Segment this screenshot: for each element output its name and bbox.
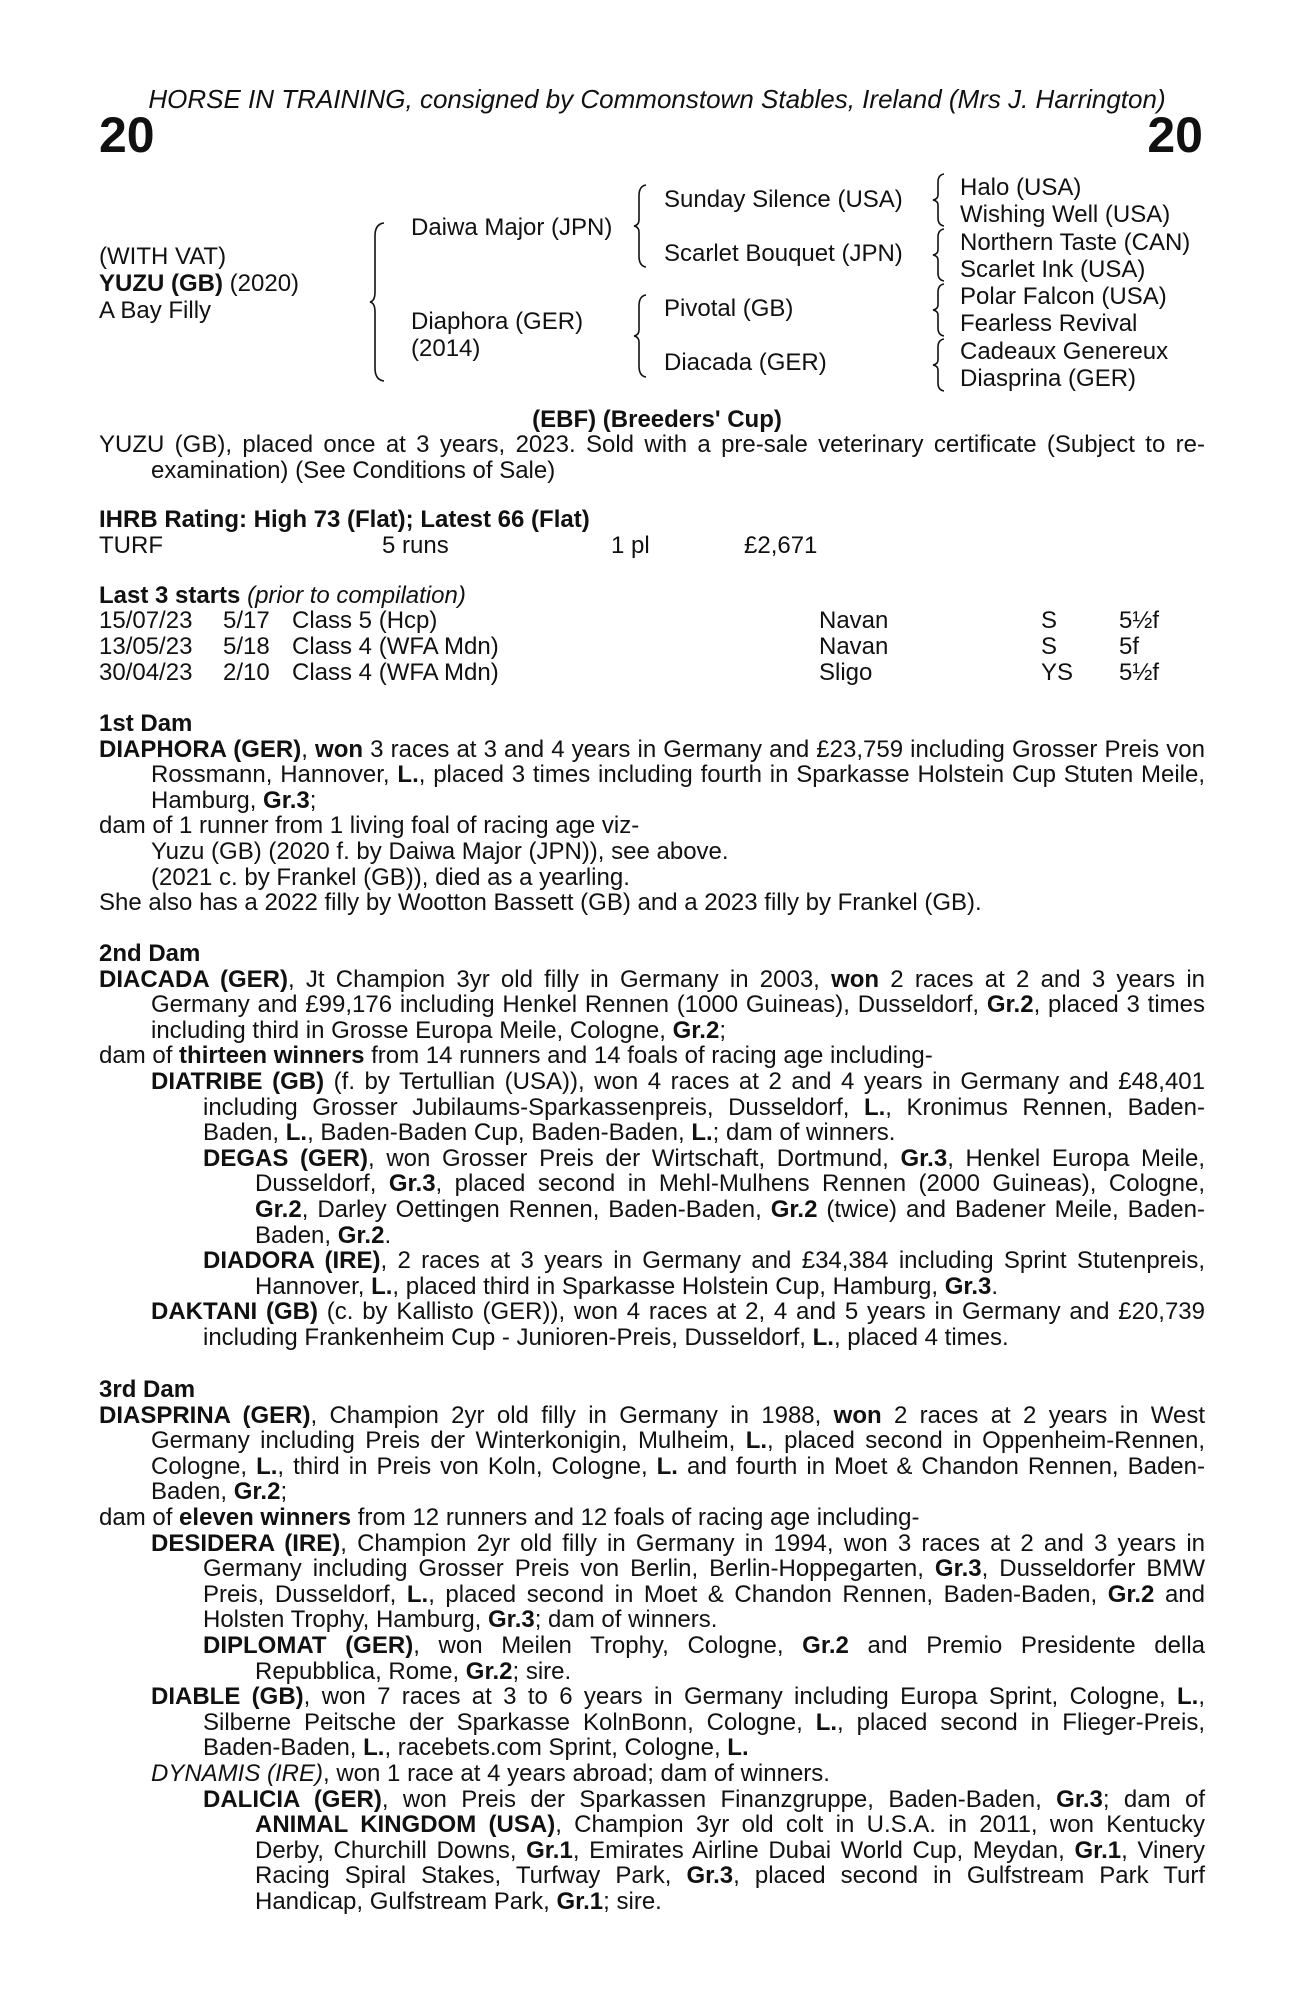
horse-year: (2020) bbox=[229, 270, 300, 297]
pedigree-sire: Daiwa Major (JPN) bbox=[411, 214, 613, 241]
intro-paragraph bbox=[99, 432, 1205, 483]
produce-item-diatribe bbox=[151, 1069, 1205, 1146]
grade-1: Gr.1 bbox=[1074, 1836, 1122, 1864]
produce-item: Yuzu (GB) (2020 f. by Daiwa Major (JPN)), see above. bbox=[151, 837, 729, 865]
pedigree-gen3-1: Halo (USA) bbox=[960, 174, 1082, 201]
pedigree-gen3-8: Diasprina (GER) bbox=[960, 365, 1137, 392]
pedigree-gen3-5: Polar Falcon (USA) bbox=[960, 283, 1167, 310]
start-date: 15/07/23 bbox=[99, 607, 193, 634]
rating-runs: 5 runs bbox=[382, 532, 449, 559]
record-text: , Emirates Airline Dubai World Cup, Meydan, bbox=[572, 1836, 1075, 1864]
intro-text: YUZU (GB), placed once at 3 years, 2023. Sold with a pre-sale veterinary certificate (Subject to re-examination) (See Conditions of Sale) bbox=[99, 431, 1205, 484]
start-position: 5/17 bbox=[223, 607, 270, 634]
pedigree-bracket-g2 bbox=[932, 228, 946, 282]
grade-2: Gr.2 bbox=[465, 1657, 513, 1685]
second-dam-section bbox=[99, 941, 1205, 1351]
start-distance: 5½f bbox=[1119, 607, 1160, 634]
record-text: , placed second in Flieger-Preis, Baden-Baden, bbox=[203, 1708, 1205, 1762]
dam-name: DIAPHORA (GER) bbox=[99, 735, 302, 763]
pedigree-bracket-g1 bbox=[932, 173, 946, 227]
first-dam-section bbox=[99, 711, 1205, 916]
record-text: , won Meilen Trophy, Cologne, bbox=[413, 1631, 803, 1659]
record-text: dam of bbox=[99, 1503, 180, 1531]
produce-name: DYNAMIS (IRE) bbox=[151, 1759, 324, 1787]
rating-earnings: £2,671 bbox=[744, 532, 818, 559]
grade-listed: L. bbox=[691, 1119, 713, 1147]
start-race: Class 5 (Hcp) bbox=[292, 607, 438, 634]
produce-item-dalicia bbox=[203, 1787, 1205, 1915]
dam-name: DIACADA (GER) bbox=[99, 965, 288, 993]
first-dam-produce-intro: dam of 1 runner from 1 living foal of racing age viz- bbox=[99, 812, 640, 840]
won-label: won bbox=[833, 1401, 882, 1429]
grade-listed: L. bbox=[812, 1323, 834, 1351]
grade-listed: L. bbox=[371, 1272, 393, 1300]
record-text: , won 1 race at 4 years abroad; dam of winners. bbox=[323, 1759, 830, 1787]
pedigree-dam-sire: Pivotal (GB) bbox=[664, 295, 794, 322]
pedigree-gen3-7: Cadeaux Genereux bbox=[960, 338, 1169, 365]
record-text: . bbox=[991, 1272, 999, 1300]
starts-title: Last 3 starts bbox=[99, 582, 241, 609]
winners-count: thirteen winners bbox=[179, 1042, 365, 1070]
grade-2: Gr.2 bbox=[802, 1631, 849, 1659]
record-text: , placed 3 times including third in Grosse Europa Meile, Cologne, bbox=[151, 991, 1205, 1044]
record-text: 2 races at 2 years in West Germany including Preis der Winterkonigin, Mulheim, bbox=[151, 1401, 1206, 1455]
starts-subtitle: (prior to compilation) bbox=[247, 582, 466, 609]
grade-2: Gr.2 bbox=[986, 991, 1034, 1019]
record-text: from 14 runners and 14 foals of racing age including- bbox=[364, 1042, 933, 1070]
record-text: , Henkel Europa Meile, Dusseldorf, bbox=[255, 1144, 1205, 1198]
produce-name: DIATRIBE (GB) bbox=[151, 1067, 325, 1095]
produce-name: DIPLOMAT (GER) bbox=[203, 1631, 414, 1659]
grade-3: Gr.3 bbox=[388, 1170, 436, 1198]
first-dam-record: DIAPHORA (GER), won 3 races at 3 and 4 years in Germany and £23,759 including Grosser Preis von Rossmann, Hannover, L., placed 3 times including fourth in Sparkasse Holstein Cup Stuten Meile, Hamburg, Gr.3; bbox=[99, 735, 1205, 814]
record-text: , placed second in Oppenheim-Rennen, Cologne, bbox=[151, 1427, 1205, 1480]
record-text: , placed second in Gulfstream Park Turf Handicap, Gulfstream Park, bbox=[255, 1862, 1205, 1915]
produce-name: DIABLE (GB) bbox=[151, 1683, 304, 1711]
produce-item-daktani bbox=[151, 1299, 1205, 1350]
record-text: , placed 4 times. bbox=[833, 1323, 1009, 1351]
record-text: dam of bbox=[99, 1042, 180, 1070]
produce-item-dynamis bbox=[151, 1761, 1205, 1787]
start-race: Class 4 (WFA Mdn) bbox=[292, 659, 499, 686]
record-text: , Vinery Racing Spiral Stakes, Turfway Park, bbox=[255, 1836, 1206, 1890]
grade-listed: L. bbox=[285, 1119, 308, 1147]
record-text: ; bbox=[719, 1016, 726, 1044]
grade-1: Gr.1 bbox=[526, 1836, 573, 1864]
record-text: . bbox=[384, 1221, 392, 1249]
grade-listed: L. bbox=[656, 1452, 678, 1480]
produce-name: DAKTANI (GB) bbox=[151, 1298, 318, 1326]
second-dam-produce-intro bbox=[99, 1043, 1205, 1069]
record-text: ; sire. bbox=[603, 1887, 662, 1915]
won-label: won bbox=[831, 965, 880, 993]
record-text: , Champion 2yr old filly in Germany in 1988, bbox=[310, 1401, 834, 1429]
lot-number-right: 20 bbox=[1147, 107, 1203, 163]
start-course: Sligo bbox=[819, 659, 873, 686]
start-position: 2/10 bbox=[223, 659, 270, 686]
record-text: , placed 3 times including fourth in Sparkasse Holstein Cup Stuten Meile, Hamburg, bbox=[151, 761, 1205, 814]
grade-2: Gr.2 bbox=[770, 1195, 818, 1223]
lot-number-left: 20 bbox=[99, 107, 155, 163]
pedigree-gen3-2: Wishing Well (USA) bbox=[960, 201, 1171, 228]
second-dam-title: 2nd Dam bbox=[99, 940, 201, 967]
pedigree-dam-year: (2014) bbox=[411, 335, 481, 362]
third-dam-title: 3rd Dam bbox=[99, 1376, 196, 1403]
rating-places: 1 pl bbox=[611, 532, 650, 559]
record-text: and fourth in Moet & Chandon Rennen, Baden-Baden, bbox=[151, 1452, 1205, 1506]
grade-3: Gr.3 bbox=[488, 1606, 535, 1634]
record-text: , racebets.com Sprint, Cologne, bbox=[384, 1734, 728, 1762]
record-text: , Baden-Baden Cup, Baden-Baden, bbox=[307, 1119, 692, 1147]
start-position: 5/18 bbox=[223, 633, 270, 660]
record-text: , won Grosser Preis der Wirtschaft, Dortmund, bbox=[368, 1144, 901, 1172]
record-text: , Jt Champion 3yr old filly in Germany in 2003, bbox=[287, 965, 832, 993]
start-going: S bbox=[1041, 633, 1058, 660]
grade-3: Gr.3 bbox=[686, 1862, 734, 1890]
first-dam-title: 1st Dam bbox=[99, 710, 193, 737]
pedigree-sire-sire: Sunday Silence (USA) bbox=[664, 186, 903, 213]
produce-item: (2021 c. by Frankel (GB)), died as a yearling. bbox=[151, 863, 630, 891]
third-dam-record bbox=[99, 1403, 1205, 1505]
horse-description: A Bay Filly bbox=[99, 297, 212, 324]
grade-3: Gr.3 bbox=[934, 1555, 982, 1583]
pedigree-gen3-4: Scarlet Ink (USA) bbox=[960, 256, 1146, 283]
record-text: 3 races at 3 and 4 years in Germany and £23,759 including Grosser Preis von Rossmann, Hannover, bbox=[151, 735, 1205, 789]
second-dam-record bbox=[99, 967, 1205, 1044]
horse-name: YUZU (GB) bbox=[99, 270, 223, 297]
start-course: Navan bbox=[819, 607, 889, 634]
record-text: ; bbox=[280, 1478, 288, 1506]
grade-3: Gr.3 bbox=[1056, 1785, 1103, 1813]
produce-name: DESIDERA (IRE) bbox=[151, 1529, 341, 1557]
pedigree-bracket-g4 bbox=[932, 338, 946, 392]
produce-name: ANIMAL KINGDOM (USA) bbox=[255, 1811, 556, 1839]
record-text: ; bbox=[309, 786, 317, 814]
record-text: , placed second in Moet & Chandon Rennen, Baden-Baden, bbox=[428, 1580, 1108, 1608]
horse-name-line bbox=[99, 270, 299, 298]
start-course: Navan bbox=[819, 633, 889, 660]
pedigree-bracket-dam bbox=[633, 294, 649, 378]
record-text: , 2 races at 3 years in Germany and £34,384 including Sprint Stutenpreis, Hannover, bbox=[255, 1247, 1206, 1300]
start-row bbox=[99, 660, 1205, 686]
produce-name: DEGAS (GER) bbox=[203, 1144, 369, 1172]
start-date: 30/04/23 bbox=[99, 659, 193, 686]
grade-2: Gr.2 bbox=[1107, 1580, 1155, 1608]
grade-listed: L. bbox=[1177, 1683, 1199, 1711]
grade-listed: L. bbox=[363, 1734, 385, 1762]
record-text: (f. by Tertullian (USA)), won 4 races at 2 and 4 years in Germany and £48,401 including Grosser Jubilaums-Sparkassenpreis, Dusseldorf, bbox=[203, 1067, 1205, 1121]
pedigree-sire-dam: Scarlet Bouquet (JPN) bbox=[664, 240, 903, 267]
start-going: S bbox=[1041, 607, 1058, 634]
record-text: ; sire. bbox=[512, 1657, 572, 1685]
pedigree-gen3-6: Fearless Revival bbox=[960, 310, 1138, 337]
pedigree-bracket-sire bbox=[633, 184, 649, 268]
record-text: (twice) and Badener Meile, Baden-Baden, bbox=[255, 1195, 1205, 1249]
grade-listed: L. bbox=[256, 1452, 278, 1480]
record-text: and Premio Presidente della Repubblica, Rome, bbox=[255, 1631, 1205, 1685]
page-header-title: HORSE IN TRAINING, consigned by Commonstown Stables, Ireland (Mrs J. Harrington) bbox=[148, 84, 1166, 114]
pedigree-bracket-main bbox=[370, 222, 388, 382]
record-text: , Champion 3yr old colt in U.S.A. in 2011, won Kentucky Derby, Churchill Downs, bbox=[255, 1811, 1205, 1864]
grade-listed: L. bbox=[815, 1708, 838, 1736]
record-text: from 12 runners and 12 foals of racing age including- bbox=[351, 1503, 920, 1531]
dam-name: DIASPRINA (GER) bbox=[99, 1401, 311, 1429]
grade-3: Gr.3 bbox=[263, 786, 310, 814]
grade-2: Gr.2 bbox=[672, 1016, 720, 1044]
record-text: , Silberne Peitsche der Sparkasse KolnBonn, Cologne, bbox=[203, 1683, 1205, 1736]
grade-2: Gr.2 bbox=[255, 1195, 302, 1223]
record-text: , Dusseldorfer BMW Preis, Dusseldorf, bbox=[203, 1555, 1205, 1608]
produce-item-desidera bbox=[151, 1531, 1205, 1633]
third-dam-produce-intro bbox=[99, 1505, 1205, 1531]
produce-item-degas bbox=[203, 1146, 1205, 1248]
produce-item-diadora bbox=[203, 1248, 1205, 1299]
start-date: 13/05/23 bbox=[99, 633, 193, 660]
grade-1: Gr.1 bbox=[556, 1887, 604, 1915]
produce-item-diable bbox=[151, 1684, 1205, 1761]
vat-note: (WITH VAT) bbox=[99, 243, 227, 270]
record-text: , Darley Oettingen Rennen, Baden-Baden, bbox=[301, 1195, 771, 1223]
start-going: YS bbox=[1041, 659, 1074, 686]
grade-listed: L. bbox=[863, 1093, 886, 1121]
record-text: ; dam of bbox=[1102, 1785, 1205, 1813]
pedigree-bracket-g3 bbox=[932, 283, 946, 337]
produce-name: DIADORA (IRE) bbox=[203, 1247, 381, 1275]
won-label: won bbox=[315, 735, 364, 763]
grade-3: Gr.3 bbox=[944, 1272, 992, 1300]
pedigree-dam-dam: Diacada (GER) bbox=[664, 349, 827, 376]
rating-surface: TURF bbox=[99, 532, 163, 559]
record-text: , Kronimus Rennen, Baden-Baden, bbox=[203, 1093, 1205, 1147]
record-text: (c. by Kallisto (GER)), won 4 races at 2, 4 and 5 years in Germany and £20,739 including Frankenheim Cup - Junioren-Preis, Dusseldorf, bbox=[203, 1298, 1206, 1351]
start-row bbox=[99, 608, 1205, 634]
record-text: ; dam of winners. bbox=[534, 1606, 718, 1634]
record-text: , won 7 races at 3 to 6 years in Germany including Europa Sprint, Cologne, bbox=[303, 1683, 1177, 1711]
start-distance: 5f bbox=[1119, 633, 1140, 660]
produce-name: DALICIA (GER) bbox=[203, 1785, 382, 1813]
record-text: , won Preis der Sparkassen Finanzgruppe, Baden-Baden, bbox=[381, 1785, 1057, 1813]
ebf-line: (EBF) (Breeders' Cup) bbox=[532, 406, 782, 433]
starts-title-line bbox=[99, 583, 466, 609]
start-distance: 5½f bbox=[1119, 659, 1160, 686]
record-text: ; dam of winners. bbox=[712, 1119, 896, 1147]
grade-listed: L. bbox=[406, 1580, 429, 1608]
third-dam-section bbox=[99, 1377, 1205, 1914]
record-text: 2 races at 2 and 3 years in Germany and £99,176 including Henkel Rennen (1000 Guineas), Dusseldorf, bbox=[151, 965, 1205, 1019]
rating-title: IHRB Rating: High 73 (Flat); Latest 66 (Flat) bbox=[99, 506, 590, 533]
record-text: and Holsten Trophy, Hamburg, bbox=[203, 1580, 1205, 1634]
start-race: Class 4 (WFA Mdn) bbox=[292, 633, 499, 660]
grade-listed: L. bbox=[727, 1734, 749, 1762]
record-text: , third in Preis von Koln, Cologne, bbox=[277, 1452, 657, 1480]
record-text: , placed third in Sparkasse Holstein Cup, Hamburg, bbox=[392, 1272, 945, 1300]
grade-2: Gr.2 bbox=[233, 1478, 281, 1506]
produce-item-diplomat bbox=[203, 1633, 1205, 1684]
winners-count: eleven winners bbox=[179, 1503, 352, 1531]
grade-listed: L. bbox=[397, 761, 419, 789]
grade-2: Gr.2 bbox=[337, 1221, 385, 1249]
record-text: , Champion 2yr old filly in Germany in 1994, won 3 races at 2 and 3 years in Germany including Grosser Preis von Berlin, Berlin-Hoppegarten, bbox=[203, 1529, 1205, 1583]
record-text: , placed second in Mehl-Mulhens Rennen (2000 Guineas), Cologne, bbox=[435, 1170, 1205, 1198]
grade-listed: L. bbox=[745, 1427, 768, 1455]
rating-row bbox=[99, 533, 1205, 559]
pedigree-dam: Diaphora (GER) bbox=[411, 308, 584, 335]
pedigree-gen3-3: Northern Taste (CAN) bbox=[960, 229, 1191, 256]
start-row bbox=[99, 634, 1205, 660]
grade-3: Gr.3 bbox=[900, 1144, 948, 1172]
first-dam-also: She also has a 2022 filly by Wootton Bassett (GB) and a 2023 filly by Frankel (GB). bbox=[99, 889, 982, 917]
